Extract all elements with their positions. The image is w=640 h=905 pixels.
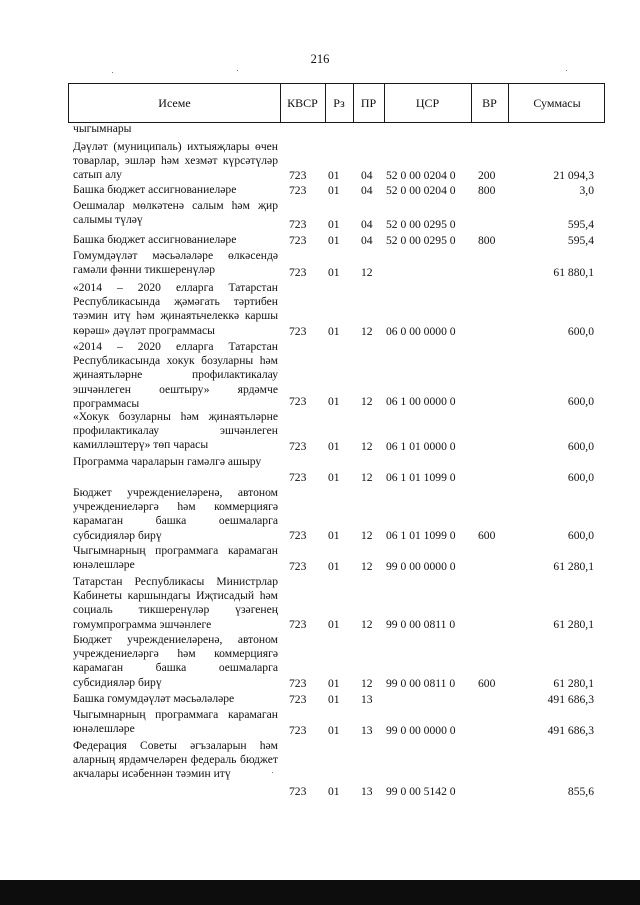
row-rz: 01 <box>328 168 340 182</box>
row-pr: 04 <box>361 233 373 247</box>
row-name: Башка бюджет ассигнованиеләре <box>73 183 237 196</box>
table-row <box>0 692 640 707</box>
page-number: 216 <box>310 52 330 66</box>
row-vr: 600 <box>478 528 496 542</box>
row-csr: 52 0 00 0204 0 <box>386 168 456 182</box>
row-rz: 01 <box>328 692 340 706</box>
table-row <box>0 122 640 136</box>
row-pr: 12 <box>361 676 373 690</box>
row-rz: 01 <box>328 217 340 231</box>
row-pr: 04 <box>361 168 373 182</box>
row-pr: 13 <box>361 723 373 737</box>
row-vr: 800 <box>478 183 496 197</box>
row-sum: 595,4 <box>567 233 594 247</box>
row-name: Дәүләт (муниципаль) ихтыяҗлары өчен товарлар, эшләр һәм хезмәт күрсәтүләр сатып алу <box>73 140 278 182</box>
header-vr: ВР <box>482 95 497 110</box>
row-kvsr: 723 <box>289 692 307 706</box>
table-row <box>0 739 640 799</box>
row-kvsr: 723 <box>289 168 307 182</box>
row-csr: 99 0 00 0000 0 <box>386 559 456 573</box>
table-row <box>0 633 640 691</box>
row-kvsr: 723 <box>289 559 307 573</box>
row-sum: 61 280,1 <box>553 559 594 573</box>
row-kvsr: 723 <box>289 723 307 737</box>
row-pr: 12 <box>361 528 373 542</box>
row-sum: 3,0 <box>579 183 594 197</box>
row-rz: 01 <box>328 183 340 197</box>
row-csr: 06 0 00 0000 0 <box>386 324 456 338</box>
row-csr: 99 0 00 0000 0 <box>386 723 456 737</box>
row-sum: 61 280,1 <box>553 617 594 631</box>
row-pr: 12 <box>361 559 373 573</box>
row-kvsr: 723 <box>289 394 307 408</box>
table-row <box>0 281 640 339</box>
row-rz: 01 <box>328 470 340 484</box>
row-sum: 600,0 <box>567 528 594 542</box>
row-rz: 01 <box>328 265 340 279</box>
row-name: Бюджет учреждениеләренә, автоном учреждениеләргә һәм коммерциягә карамаган башка оешмаларга субсидияләр бирү <box>73 486 278 542</box>
row-name: Бюджет учреждениеләренә, автоном учреждениеләргә һәм коммерциягә карамаган башка оешмаларга субсидияләр бирү <box>73 633 278 689</box>
table-row <box>0 410 640 454</box>
row-rz: 01 <box>328 439 340 453</box>
row-pr: 04 <box>361 217 373 231</box>
row-name: Оешмалар мөлкәтенә салым һәм җир салымы түләү <box>73 199 278 227</box>
scan-speck <box>272 772 273 773</box>
row-csr: 06 1 01 1099 0 <box>386 470 456 484</box>
row-rz: 01 <box>328 723 340 737</box>
row-sum: 61 280,1 <box>553 676 594 690</box>
header-name: Исеме <box>158 95 191 110</box>
header-kvsr: КВСР <box>287 95 318 110</box>
scan-speck <box>566 70 567 71</box>
table-row <box>0 183 640 198</box>
row-kvsr: 723 <box>289 617 307 631</box>
header-pr: ПР <box>360 95 377 110</box>
row-rz: 01 <box>328 324 340 338</box>
row-name: «Хокук бозуларны һәм җинаятьләрне профилактикалау эшчәнлеген камилләштерү» төп чарасы <box>73 410 278 452</box>
row-csr: 99 0 00 0811 0 <box>386 676 456 690</box>
row-kvsr: 723 <box>289 217 307 231</box>
row-sum: 600,0 <box>567 439 594 453</box>
header-sum: Суммасы <box>533 95 581 110</box>
row-vr: 600 <box>478 676 496 690</box>
row-pr: 13 <box>361 784 373 798</box>
row-sum: 491 686,3 <box>547 692 594 706</box>
row-name: Программа чараларын гамәлгә ашыру <box>73 455 262 468</box>
table-row <box>0 544 640 574</box>
row-sum: 600,0 <box>567 324 594 338</box>
row-pr: 13 <box>361 692 373 706</box>
row-pr: 12 <box>361 324 373 338</box>
row-pr: 12 <box>361 265 373 279</box>
row-csr: 06 1 01 1099 0 <box>386 528 456 542</box>
row-pr: 12 <box>361 470 373 484</box>
row-name: Татарстан Республикасы Министрлар Кабинеты каршындагы Иҗтисадый һәм социаль тикшеренүләр үзәгенең гомумпрограмма эшчәнлеге <box>73 575 278 631</box>
row-csr: 52 0 00 0295 0 <box>386 233 456 247</box>
row-rz: 01 <box>328 559 340 573</box>
row-rz: 01 <box>328 784 340 798</box>
row-sum: 61 880,1 <box>553 265 594 279</box>
row-pr: 12 <box>361 617 373 631</box>
row-csr: 99 0 00 5142 0 <box>386 784 456 798</box>
row-kvsr: 723 <box>289 324 307 338</box>
row-csr: 52 0 00 0295 0 <box>386 217 456 231</box>
table-row <box>0 140 640 183</box>
row-pr: 04 <box>361 183 373 197</box>
row-name: «2014 – 2020 елларга Татарстан Республикасында хокук бозуларны һәм җинаятьләрне профилактикалау эшчәнлеген оештыру» ярдәмче программасы <box>73 340 278 410</box>
row-name: чыгымнары <box>73 122 132 135</box>
row-pr: 12 <box>361 394 373 408</box>
row-name: «2014 – 2020 елларга Татарстан Республикасында җәмәгать тәртибен тәэмин итү һәм җинаятьчелеккә каршы көрәш» дәүләт программасы <box>73 281 278 337</box>
row-sum: 600,0 <box>567 470 594 484</box>
row-rz: 01 <box>328 233 340 247</box>
row-pr: 12 <box>361 439 373 453</box>
row-name: Башка бюджет ассигнованиеләре <box>73 233 237 246</box>
row-name: Гомумдәүләт мәсьәләләре өлкәсендә гамәли фәнни тикшеренүләр <box>73 249 278 277</box>
row-vr: 200 <box>478 168 496 182</box>
table-row <box>0 249 640 280</box>
row-vr: 800 <box>478 233 496 247</box>
row-kvsr: 723 <box>289 183 307 197</box>
table-row <box>0 708 640 738</box>
table-row <box>0 233 640 248</box>
table-row <box>0 455 640 485</box>
row-sum: 600,0 <box>567 394 594 408</box>
row-rz: 01 <box>328 617 340 631</box>
row-kvsr: 723 <box>289 233 307 247</box>
row-sum: 491 686,3 <box>547 723 594 737</box>
scan-speck <box>237 70 238 71</box>
row-kvsr: 723 <box>289 676 307 690</box>
row-kvsr: 723 <box>289 470 307 484</box>
row-name: Чыгымнарның программага карамаган юнәлешләре <box>73 708 278 736</box>
row-sum: 855,6 <box>567 784 594 798</box>
table-row <box>0 199 640 232</box>
table-row <box>0 340 640 409</box>
row-csr: 52 0 00 0204 0 <box>386 183 456 197</box>
row-csr: 06 1 01 0000 0 <box>386 439 456 453</box>
row-rz: 01 <box>328 528 340 542</box>
row-kvsr: 723 <box>289 784 307 798</box>
row-kvsr: 723 <box>289 265 307 279</box>
row-sum: 21 094,3 <box>553 168 594 182</box>
row-kvsr: 723 <box>289 439 307 453</box>
row-rz: 01 <box>328 394 340 408</box>
row-rz: 01 <box>328 676 340 690</box>
row-name: Чыгымнарның программага карамаган юнәлешләре <box>73 544 278 572</box>
row-name: Башка гомумдәүләт мәсьәләләре <box>73 692 235 705</box>
header-rz: Рз <box>333 95 345 110</box>
row-csr: 06 1 00 0000 0 <box>386 394 456 408</box>
row-csr: 99 0 00 0811 0 <box>386 617 456 631</box>
row-sum: 595,4 <box>567 217 594 231</box>
table-row <box>0 486 640 543</box>
row-name: Федерация Советы әгъзаларын һәм аларның ярдәмчеләрен федераль бюджет акчалары исәбеннән тәэмин итү <box>73 739 278 781</box>
row-kvsr: 723 <box>289 528 307 542</box>
header-csr: ЦСР <box>415 95 440 110</box>
scan-speck <box>112 72 113 73</box>
scan-bottom-bar <box>0 880 640 905</box>
table-row <box>0 575 640 632</box>
